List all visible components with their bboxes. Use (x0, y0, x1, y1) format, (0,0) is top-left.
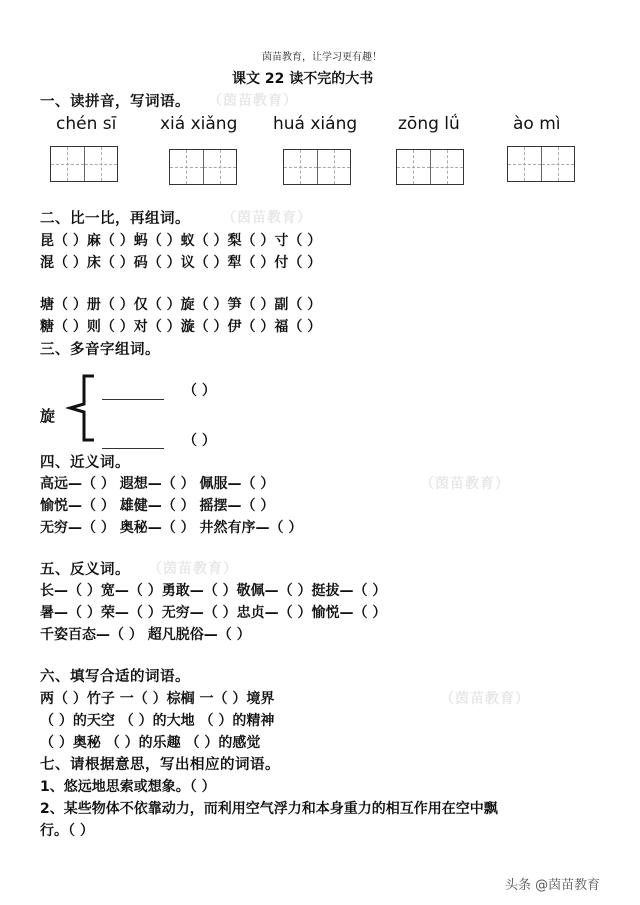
banner-text: 茵苗教育，让学习更有趣！ (262, 52, 382, 63)
section-1-heading: 一、读拼音，写词语。 (40, 94, 190, 110)
section-6-heading: 六、填写合适的词语。 (40, 669, 190, 685)
writing-grid-2[interactable] (169, 149, 237, 185)
brace-icon (66, 374, 96, 442)
question-1: 1、悠远地思索或想象。（ ） (40, 779, 216, 795)
compare-row-4: 糖（ ）则（ ）对（ ）漩（ ）伊（ ）福（ ） (40, 319, 322, 335)
antonym-row-1: 长—（ ）宽—（ ）勇敢—（ ）敬佩—（ ）挺拔—（ ） (40, 583, 387, 599)
watermark: （茵苗教育） (222, 210, 312, 226)
synonym-row-3: 无穷—（ ） 奥秘—（ ） 井然有序—（ ） (40, 520, 303, 536)
section-2-heading: 二、比一比，再组词。 (40, 211, 190, 227)
writing-grid-5[interactable] (507, 146, 575, 182)
section-5-heading: 五、反义词。 (40, 562, 130, 578)
pinyin-3: huá xiáng (273, 114, 358, 134)
answer-line-2[interactable] (102, 448, 164, 449)
question-2-line-2: 行。（ ） (40, 823, 94, 839)
pinyin-5: ào mì (513, 114, 561, 134)
compare-row-2: 混（ ）床（ ）码（ ）议（ ）犁（ ）付（ ） (40, 255, 322, 271)
fill-row-1: 两（ ）竹子 一（ ）棕榈 一（ ）境界 (40, 691, 275, 707)
synonym-row-2: 愉悦—（ ） 雄健—（ ） 摇摆—（ ） (40, 498, 275, 514)
fill-row-3: （ ）奥秘 （ ）的乐趣 （ ）的感觉 (40, 735, 261, 751)
pinyin-4: zōng lǘ (398, 114, 460, 134)
pinyin-1: chén sī (56, 114, 117, 134)
footer-watermark: 头条 @茵苗教育 (505, 878, 601, 893)
watermark: （茵苗教育） (208, 93, 298, 109)
pinyin-2: xiá xiǎng (160, 114, 238, 134)
section-7-heading: 七、请根据意思，写出相应的词语。 (40, 757, 280, 773)
writing-grid-4[interactable] (396, 149, 464, 185)
polyphone-paren-1: （ ） (183, 383, 216, 399)
fill-row-2: （ ）的天空 （ ）的大地 （ ）的精神 (40, 713, 275, 729)
polyphone-char: 旋 (40, 407, 56, 425)
watermark: （茵苗教育） (148, 561, 238, 577)
writing-grid-3[interactable] (283, 149, 351, 185)
writing-grid-1[interactable] (50, 146, 118, 182)
question-2-line-1: 2、某些物体不依靠动力，而利用空气浮力和本身重力的相互作用在空中飘 (40, 801, 498, 817)
compare-row-1: 昆（ ）麻（ ）蚂（ ）蚁（ ）梨（ ）寸（ ） (40, 233, 322, 249)
watermark: （茵苗教育） (420, 476, 510, 492)
synonym-row-1: 高远—（ ） 遐想—（ ） 佩服—（ ） (40, 476, 275, 492)
antonym-row-2: 暑—（ ）荣—（ ）无穷—（ ）忠贞—（ ）愉悦—（ ） (40, 605, 387, 621)
page-title: 课文 22 读不完的大书 (232, 71, 374, 87)
section-3-heading: 三、多音字组词。 (40, 342, 160, 358)
compare-row-3: 塘（ ）册（ ）仅（ ）旋（ ）笋（ ）副（ ） (40, 297, 322, 313)
answer-line-1[interactable] (102, 399, 164, 400)
polyphone-paren-2: （ ） (183, 433, 216, 449)
section-4-heading: 四、近义词。 (40, 455, 130, 471)
watermark: （茵苗教育） (440, 691, 530, 707)
antonym-row-3: 千姿百态—（ ） 超凡脱俗—（ ） (40, 627, 251, 643)
